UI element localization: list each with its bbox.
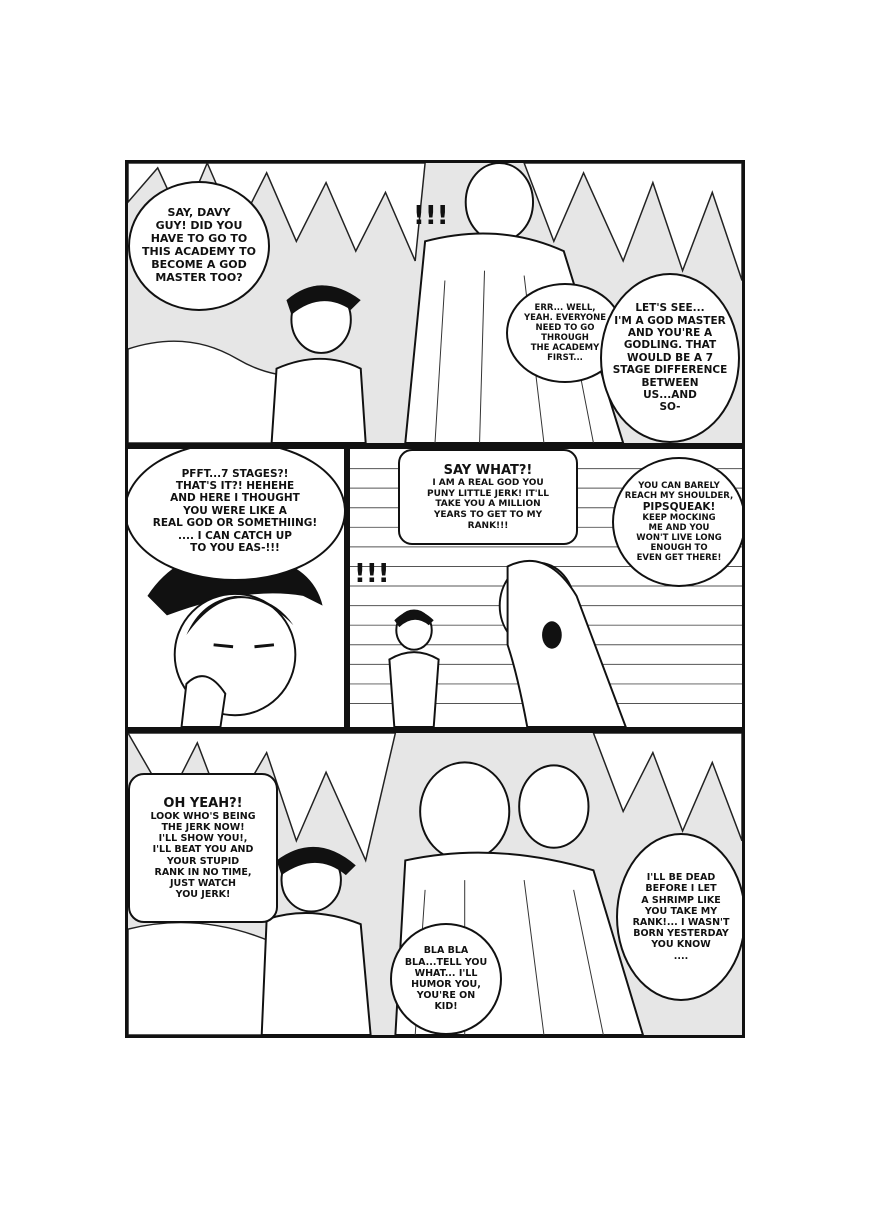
speech-text: SAY, DAVY GUY! DID YOU HAVE TO GO TO THIS ACADEMY TO BECOME A GOD MASTER TOO?	[142, 206, 256, 284]
speech-text: LET'S SEE... I'M A GOD MASTER AND YOU'RE A GODLING. THAT WOULD BE A 7 STAGE DIFFERENCE BETWEEN US...AND SO-	[612, 302, 728, 414]
speech-bubble-boy	[125, 446, 346, 581]
speech-text: PFFT...7 STAGES?! THAT'S IT?! HEHEHE AND HERE I THOUGHT YOU WERE LIKE A REAL GOD OR SOMETHIING! .... I CAN CATCH UP TO YOU EAS-!!!	[152, 467, 318, 554]
panel-2	[125, 446, 347, 730]
speech-bubble-boy	[128, 181, 270, 311]
speech-bubble-davy	[612, 457, 745, 587]
shout-title: SAY WHAT?!	[443, 462, 533, 478]
exclamation-sfx: !!!	[354, 559, 390, 589]
exclamation-sfx: !!!	[413, 201, 449, 231]
speech-bubble-davy	[390, 923, 502, 1035]
shout-bubble-davy	[398, 449, 578, 545]
panel-4	[125, 730, 745, 1038]
shout-text: I AM A REAL GOD YOU PUNY LITTLE JERK! IT'LL TAKE YOU A MILLION YEARS TO GET TO MY RANK!!!	[426, 478, 550, 531]
shout-text: LOOK WHO'S BEING THE JERK NOW! I'LL SHOW YOU!, I'LL BEAT YOU AND YOUR STUPID RANK IN NO TIME, JUST WATCH YOU JERK!	[150, 810, 256, 901]
speech-text: KEEP MOCKING ME AND YOU WON'T LIVE LONG ENOUGH TO EVEN GET THERE!	[636, 513, 722, 564]
speech-text: YOU CAN BARELY REACH MY SHOULDER,	[624, 480, 734, 501]
speech-bubble-davy-2	[600, 273, 740, 443]
shout-title: OH YEAH?!	[163, 795, 243, 811]
emphasis-text: PIPSQUEAK!	[642, 500, 716, 513]
speech-text: BLA BLA BLA...TELL YOU WHAT... I'LL HUMOR YOU, YOU'RE ON KID!	[404, 945, 488, 1013]
panel-1	[125, 160, 745, 446]
speech-text: ERR... WELL, YEAH. EVERYONE NEED TO GO THROUGH THE ACADEMY FIRST...	[523, 302, 607, 364]
speech-text: I'LL BE DEAD BEFORE I LET A SHRIMP LIKE YOU TAKE MY RANK!... I WASN'T BORN YESTERDAY YOU KNOW ....	[632, 872, 730, 962]
shout-bubble-boy	[128, 773, 278, 923]
panel-3	[347, 446, 745, 730]
speech-bubble-davy-2	[616, 833, 745, 1001]
